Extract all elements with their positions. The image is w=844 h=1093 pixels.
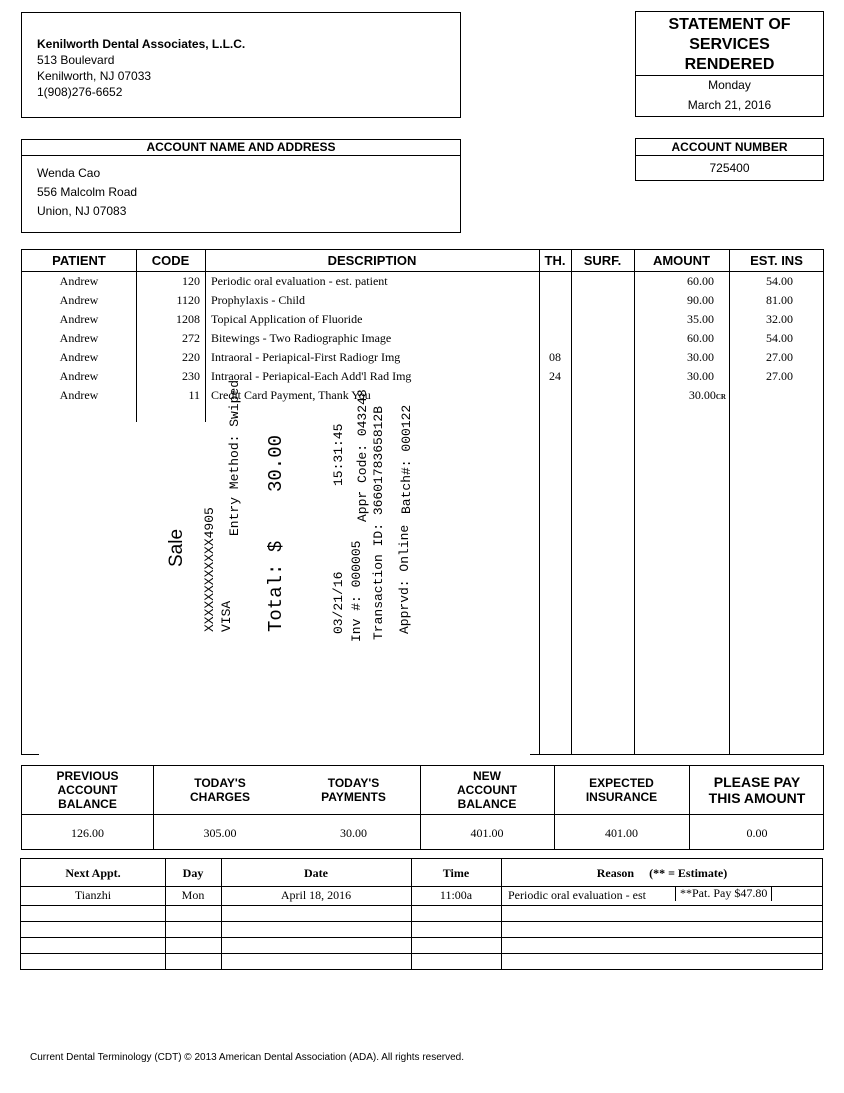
- row-est-ins: 54.00: [766, 274, 793, 288]
- row-divider: [21, 921, 822, 922]
- row-code: 11: [188, 388, 200, 402]
- receipt-card-number: XXXXXXXXXXXX4905: [202, 507, 217, 632]
- summary-expected-insurance: 401.00: [605, 826, 638, 840]
- table-row: [22, 388, 823, 407]
- practice-street: 513 Boulevard: [37, 53, 115, 67]
- appt-name: Tianzhi: [74, 888, 112, 902]
- row-description: Intraoral - Periapical-First Radiogr Img: [211, 350, 401, 364]
- row-description: Topical Application of Fluoride: [211, 312, 363, 326]
- col-header-amount: AMOUNT: [652, 253, 711, 268]
- appt-time: 11:00a: [439, 888, 473, 902]
- row-divider: [21, 905, 822, 906]
- summary-todays-charges: 305.00: [203, 826, 237, 840]
- table-row: [22, 293, 823, 312]
- statement-title-box: [635, 11, 824, 117]
- receipt-time: 15:31:45: [331, 423, 346, 486]
- row-patient: Andrew: [59, 331, 99, 345]
- row-tooth: 08: [549, 350, 561, 364]
- col-header-patient: PATIENT: [52, 253, 106, 268]
- practice-city: Kenilworth, NJ 07033: [37, 69, 152, 83]
- summary-header-expected-insurance: [554, 766, 689, 814]
- summary-header-line: INSURANCE: [585, 790, 658, 804]
- summary-header-line: BALANCE: [58, 797, 117, 811]
- statement-title-line3: RENDERED: [684, 56, 775, 73]
- summary-header-line: PAYMENTS: [321, 790, 386, 804]
- summary-header-line: ACCOUNT: [57, 783, 118, 797]
- summary-divider: [22, 814, 823, 815]
- col-header-surface: SURF.: [583, 253, 622, 268]
- summary-header-line: EXPECTED: [589, 776, 654, 790]
- row-patient: Andrew: [59, 369, 99, 383]
- account-summary: [21, 765, 824, 850]
- receipt-approved: Apprvd: Online: [397, 524, 412, 634]
- account-number-value: 725400: [709, 161, 750, 175]
- row-est-ins: 27.00: [766, 369, 793, 383]
- receipt-date: 03/21/16: [331, 571, 346, 634]
- row-code: 1208: [176, 312, 200, 326]
- receipt-transaction-id: Transaction ID: 3660178365812B: [371, 405, 386, 640]
- summary-header-line: ACCOUNT: [457, 783, 517, 797]
- copyright-footer: Current Dental Terminology (CDT) © 2013 American Dental Association (ADA). All rights reserved.: [30, 1052, 465, 1063]
- row-est-ins: 54.00: [766, 331, 793, 345]
- row-amount: 30.00: [687, 350, 714, 364]
- row-description: Credit Card Payment, Thank You: [211, 388, 371, 402]
- summary-todays-payments: 30.00: [340, 826, 367, 840]
- account-number-header: ACCOUNT NUMBER: [636, 139, 823, 156]
- statement-day: Monday: [708, 78, 751, 92]
- practice-info-box: [21, 12, 461, 118]
- appt-header-date: Date: [304, 866, 328, 880]
- row-code: 230: [182, 369, 200, 383]
- appt-header-reason: Reason (** = Estimate): [596, 866, 728, 880]
- appt-header-day: Day: [182, 866, 204, 880]
- statement-date: March 21, 2016: [687, 98, 772, 112]
- appt-day: Mon: [181, 888, 205, 902]
- table-row: [22, 350, 823, 369]
- row-code: 220: [182, 350, 200, 364]
- row-description: Prophylaxis - Child: [211, 293, 306, 307]
- receipt-entry-method: Entry Method: Swiped: [227, 379, 242, 536]
- row-amount: 30.00: [687, 369, 714, 383]
- receipt-total-amount: 30.00: [265, 434, 287, 492]
- row-amount: 60.00: [687, 274, 714, 288]
- row-est-ins: 32.00: [766, 312, 793, 326]
- row-description: Intraoral - Periapical-Each Add'l Rad Img: [211, 369, 412, 383]
- credit-marker: CR: [715, 393, 726, 401]
- statement-title-line2: SERVICES: [689, 36, 770, 53]
- appt-estimate: **Pat. Pay $47.80: [675, 886, 772, 901]
- row-est-ins: 27.00: [766, 350, 793, 364]
- row-description: Periodic oral evaluation - est. patient: [211, 274, 388, 288]
- statement-divider: [636, 75, 823, 76]
- row-code: 1120: [176, 293, 200, 307]
- receipt-total-label: Total: $: [265, 540, 287, 632]
- appointments-table: [20, 858, 823, 970]
- receipt-approval-code: Appr Code: 043248: [355, 389, 370, 522]
- summary-header-please-pay: [689, 766, 825, 814]
- summary-previous-balance: 126.00: [71, 826, 104, 840]
- row-divider: [21, 937, 822, 938]
- row-tooth: 24: [549, 369, 561, 383]
- row-patient: Andrew: [59, 274, 99, 288]
- row-description: Bitewings - Two Radiographic Image: [211, 331, 392, 345]
- row-code: 272: [182, 331, 200, 345]
- row-patient: Andrew: [59, 312, 99, 326]
- summary-new-balance: 401.00: [470, 826, 504, 840]
- row-amount: [634, 388, 726, 403]
- summary-header-line: CHARGES: [189, 790, 250, 804]
- summary-header-line: NEW: [473, 769, 501, 783]
- receipt-batch: Batch#: 000122: [399, 404, 414, 514]
- account-holder-name: Wenda Cao: [37, 166, 101, 180]
- table-row: [22, 331, 823, 350]
- practice-phone: 1(908)276-6652: [37, 85, 123, 99]
- row-est-ins: 81.00: [766, 293, 793, 307]
- summary-header-line: PLEASE PAY: [713, 774, 801, 790]
- row-amount: 90.00: [687, 293, 714, 307]
- account-address-box: [21, 139, 461, 233]
- practice-name: Kenilworth Dental Associates, L.L.C.: [37, 37, 246, 51]
- row-amount: 60.00: [687, 331, 714, 345]
- summary-header-line: TODAY'S: [194, 776, 246, 790]
- col-header-tooth: TH.: [544, 253, 566, 268]
- table-row: [22, 274, 823, 293]
- receipt-invoice: Inv #: 000005: [349, 540, 364, 642]
- row-code: 120: [182, 274, 200, 288]
- summary-header-line: TODAY'S: [327, 776, 380, 790]
- receipt-card-brand: VISA: [219, 600, 234, 632]
- account-city: Union, NJ 07083: [37, 204, 127, 218]
- col-header-description: DESCRIPTION: [327, 253, 417, 268]
- table-row: [22, 369, 823, 388]
- appt-header-time: Time: [442, 866, 470, 880]
- account-street: 556 Malcolm Road: [37, 185, 138, 199]
- summary-header-previous-balance: [22, 766, 153, 814]
- summary-header-line: PREVIOUS: [56, 769, 119, 783]
- statement-title-line1: STATEMENT OF: [668, 16, 791, 33]
- appt-reason: Periodic oral evaluation - est: [508, 888, 646, 902]
- account-address-header: ACCOUNT NAME AND ADDRESS: [22, 140, 460, 156]
- appt-header-next: Next Appt.: [65, 866, 121, 880]
- receipt-sale-label: Sale: [166, 528, 187, 567]
- row-patient: Andrew: [59, 388, 99, 402]
- table-row: [22, 312, 823, 331]
- col-header-code: CODE: [151, 253, 190, 268]
- row-amount: 35.00: [687, 312, 714, 326]
- summary-header-new-balance: [420, 766, 554, 814]
- row-divider: [21, 953, 822, 954]
- account-number-box: [635, 138, 824, 181]
- appt-date: April 18, 2016: [280, 888, 352, 902]
- summary-header-todays-payments: [287, 766, 420, 814]
- summary-header-todays-charges: [153, 766, 287, 814]
- row-patient: Andrew: [59, 293, 99, 307]
- row-patient: Andrew: [59, 350, 99, 364]
- col-header-est-ins: EST. INS: [750, 253, 803, 268]
- summary-please-pay: 0.00: [746, 826, 768, 840]
- summary-header-line: BALANCE: [457, 797, 517, 811]
- header-divider: [22, 271, 823, 272]
- summary-header-line: THIS AMOUNT: [708, 790, 806, 806]
- row-amount-value: 30.00: [688, 388, 716, 402]
